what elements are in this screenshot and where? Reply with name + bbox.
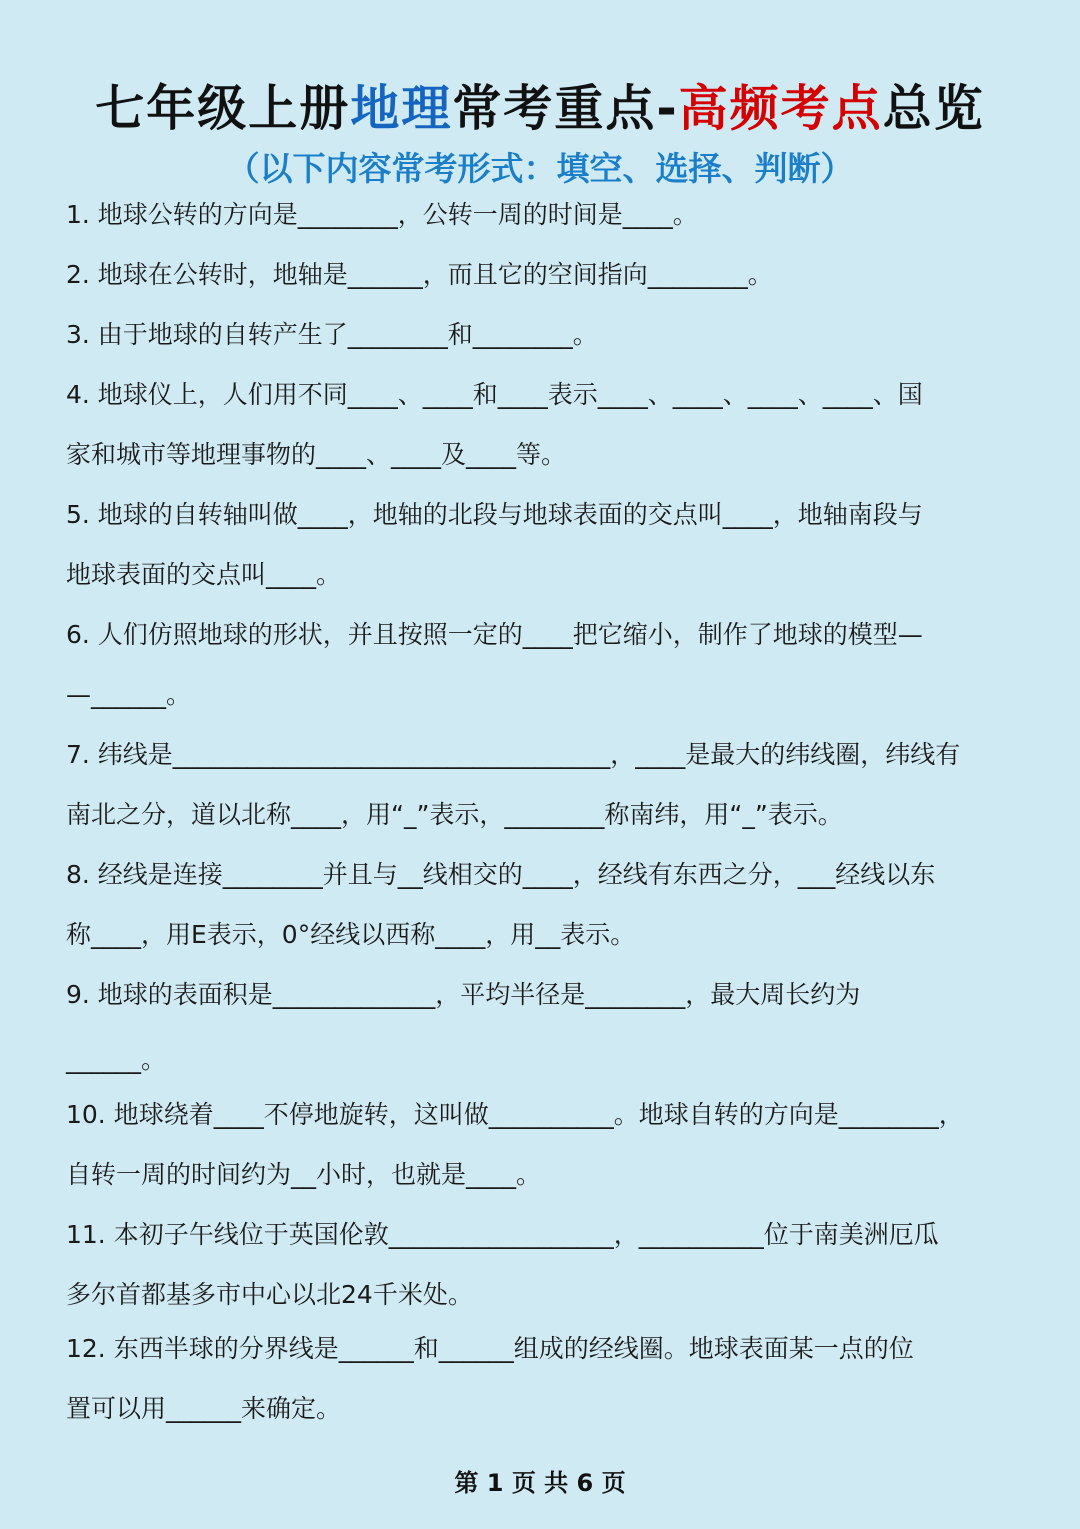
title-part-grade: 七年级上册 <box>95 80 351 137</box>
page-subtitle: （以下内容常考形式：填空、选择、判断） <box>226 149 854 188</box>
title-part-key: 常考重点- <box>452 80 679 137</box>
question-12-line-1: 12. 东西半球的分界线是______和______组成的经线圈。地球表面某一点的位 <box>66 1334 914 1363</box>
question-10-line-1: 10. 地球绕着____不停地旋转，这叫做__________。地球自转的方向是________， <box>66 1100 964 1129</box>
question-11-line-2: 多尔首都基多市中心以北24千米处。 <box>66 1280 473 1309</box>
page-title <box>0 70 1080 140</box>
question-1-line-1: 1. 地球公转的方向是________，公转一周的时间是____。 <box>66 200 698 229</box>
question-8-line-2: 称____，用E表示，0°经线以西称____，用__表示。 <box>66 920 636 949</box>
question-4-line-1: 4. 地球仪上，人们用不同____、____和____表示____、____、____、____、国 <box>66 380 923 409</box>
question-11-line-1: 11. 本初子午线位于英国伦敦__________________，__________位于南美洲厄瓜 <box>66 1220 939 1249</box>
question-12-line-2: 置可以用______来确定。 <box>66 1394 342 1423</box>
question-7-line-1: 7. 纬线是___________________________________，____是最大的纬线圈，纬线有 <box>66 740 961 769</box>
question-8-line-1: 8. 经线是连接________并且与__线相交的____，经线有东西之分，___经线以东 <box>66 860 936 889</box>
title-part-subject: 地理 <box>350 80 453 137</box>
question-7-line-2: 南北之分，道以北称____，用“_”表示，________称南纬，用“_”表示。 <box>66 800 843 829</box>
title-part-highfreq: 高频考点 <box>678 80 883 137</box>
question-6-line-1: 6. 人们仿照地球的形状，并且按照一定的____把它缩小，制作了地球的模型— <box>66 620 923 649</box>
question-5-line-2: 地球表面的交点叫____。 <box>66 560 342 589</box>
question-10-line-2: 自转一周的时间约为__小时，也就是____。 <box>66 1160 542 1189</box>
question-5-line-1: 5. 地球的自转轴叫做____，地轴的北段与地球表面的交点叫____，地轴南段与 <box>66 500 923 529</box>
page-indicator: 第 1 页 共 6 页 <box>454 1469 626 1497</box>
question-9-line-2: ______。 <box>66 1045 167 1074</box>
question-3-line-1: 3. 由于地球的自转产生了________和________。 <box>66 320 598 349</box>
question-4-line-2: 家和城市等地理事物的____、____及____等。 <box>66 440 567 469</box>
title-part-overview: 总览 <box>882 80 985 137</box>
question-9-line-1: 9. 地球的表面积是_____________，平均半径是________，最大周长约为 <box>66 980 861 1009</box>
question-2-line-1: 2. 地球在公转时，地轴是______，而且它的空间指向________。 <box>66 260 773 289</box>
question-6-line-2: —______。 <box>66 680 192 709</box>
